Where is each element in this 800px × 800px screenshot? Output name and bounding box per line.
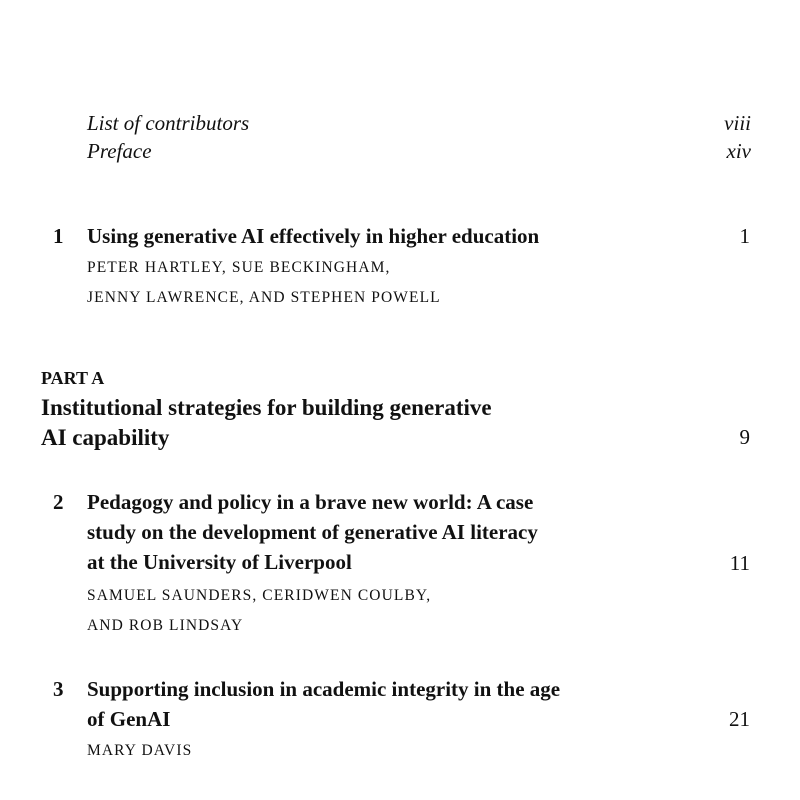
toc-page-preface: xiv: [726, 139, 751, 163]
chapter-1-page: 1: [739, 224, 750, 248]
toc-entry-preface[interactable]: Preface: [87, 139, 152, 163]
toc-page-list-of-contributors: viii: [724, 111, 751, 135]
part-a-title-line-2[interactable]: AI capability: [41, 425, 170, 450]
toc-entry-list-of-contributors[interactable]: List of contributors: [87, 111, 250, 135]
chapter-2-title-line-3[interactable]: at the University of Liverpool: [87, 550, 352, 574]
chapter-2-authors-line-1: SAMUEL SAUNDERS, CERIDWEN COULBY,: [87, 587, 432, 604]
part-a-label: PART A: [41, 368, 105, 388]
chapter-2-title-line-2[interactable]: study on the development of generative AI literacy: [87, 520, 538, 544]
chapter-3-authors-line-1: MARY DAVIS: [87, 742, 193, 759]
part-a-page: 9: [739, 425, 750, 449]
chapter-1-authors-line-1: PETER HARTLEY, SUE BECKINGHAM,: [87, 259, 391, 276]
chapter-2-title-line-1[interactable]: Pedagogy and policy in a brave new world: A case: [87, 490, 534, 514]
chapter-3-page: 21: [729, 707, 750, 731]
chapter-3-title-line-2[interactable]: of GenAI: [87, 707, 171, 731]
chapter-1-authors-line-2: JENNY LAWRENCE, AND STEPHEN POWELL: [87, 289, 441, 306]
chapter-1-title[interactable]: Using generative AI effectively in higher education: [87, 224, 540, 248]
chapter-2-number: 2: [53, 490, 64, 514]
chapter-3-title-line-1[interactable]: Supporting inclusion in academic integrity in the age: [87, 677, 561, 701]
chapter-3-number: 3: [53, 677, 64, 701]
chapter-2-authors-line-2: AND ROB LINDSAY: [87, 617, 244, 634]
part-a-title-line-1[interactable]: Institutional strategies for building generative: [41, 395, 492, 420]
chapter-1-number: 1: [53, 224, 64, 248]
chapter-2-page: 11: [729, 551, 750, 575]
